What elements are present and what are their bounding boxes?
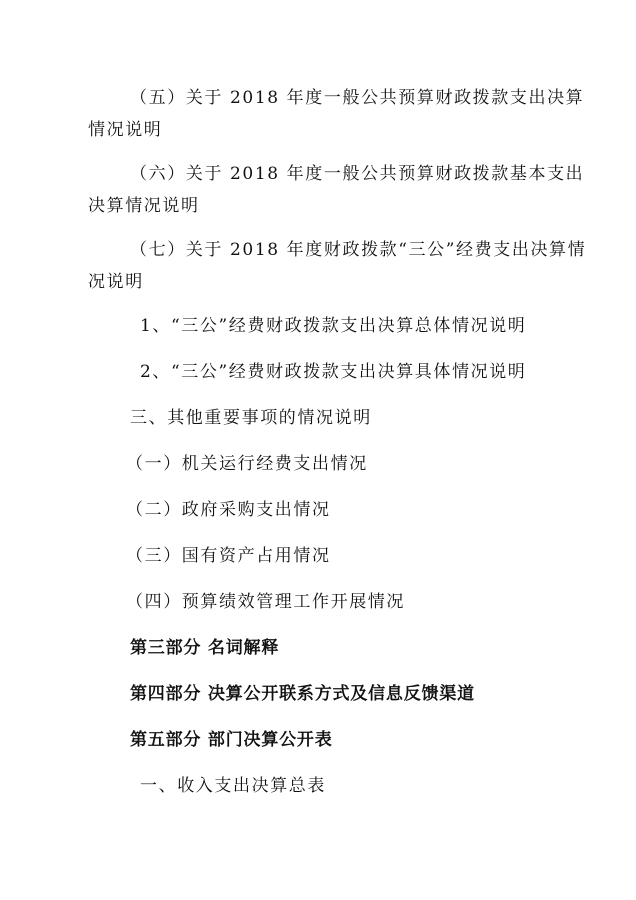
toc-item-7-line-2: 况说明 [88,272,144,292]
toc-item-7-line-1: （七）关于 2018 年度财政拨款“三公”经费支出决算情 [130,240,587,260]
toc-item-6-line-1: （六）关于 2018 年度一般公共预算财政拨款基本支出 [130,164,585,184]
toc-item-6-line-2: 决算情况说明 [88,196,200,216]
toc-item-3-1: （一）机关运行经费支出情况 [126,454,368,474]
toc-item-3-3: （三）国有资产占用情况 [126,546,331,566]
toc-item-7-1: 1、“三公”经费财政拨款支出决算总体情况说明 [140,316,527,336]
toc-item-3-4: （四）预算绩效管理工作开展情况 [126,592,405,612]
toc-item-5-line-2: 情况说明 [88,120,163,140]
toc-section-3: 三、其他重要事项的情况说明 [130,408,372,428]
toc-table-1: 一、收入支出决算总表 [140,776,326,796]
toc-item-7-2: 2、“三公”经费财政拨款支出决算具体情况说明 [140,362,527,382]
toc-part-4: 第四部分 决算公开联系方式及信息反馈渠道 [130,684,475,704]
toc-part-5: 第五部分 部门决算公开表 [130,730,333,750]
toc-part-3: 第三部分 名词解释 [130,638,280,658]
toc-item-5-line-1: （五）关于 2018 年度一般公共预算财政拨款支出决算 [130,88,585,108]
toc-item-3-2: （二）政府采购支出情况 [126,500,331,520]
